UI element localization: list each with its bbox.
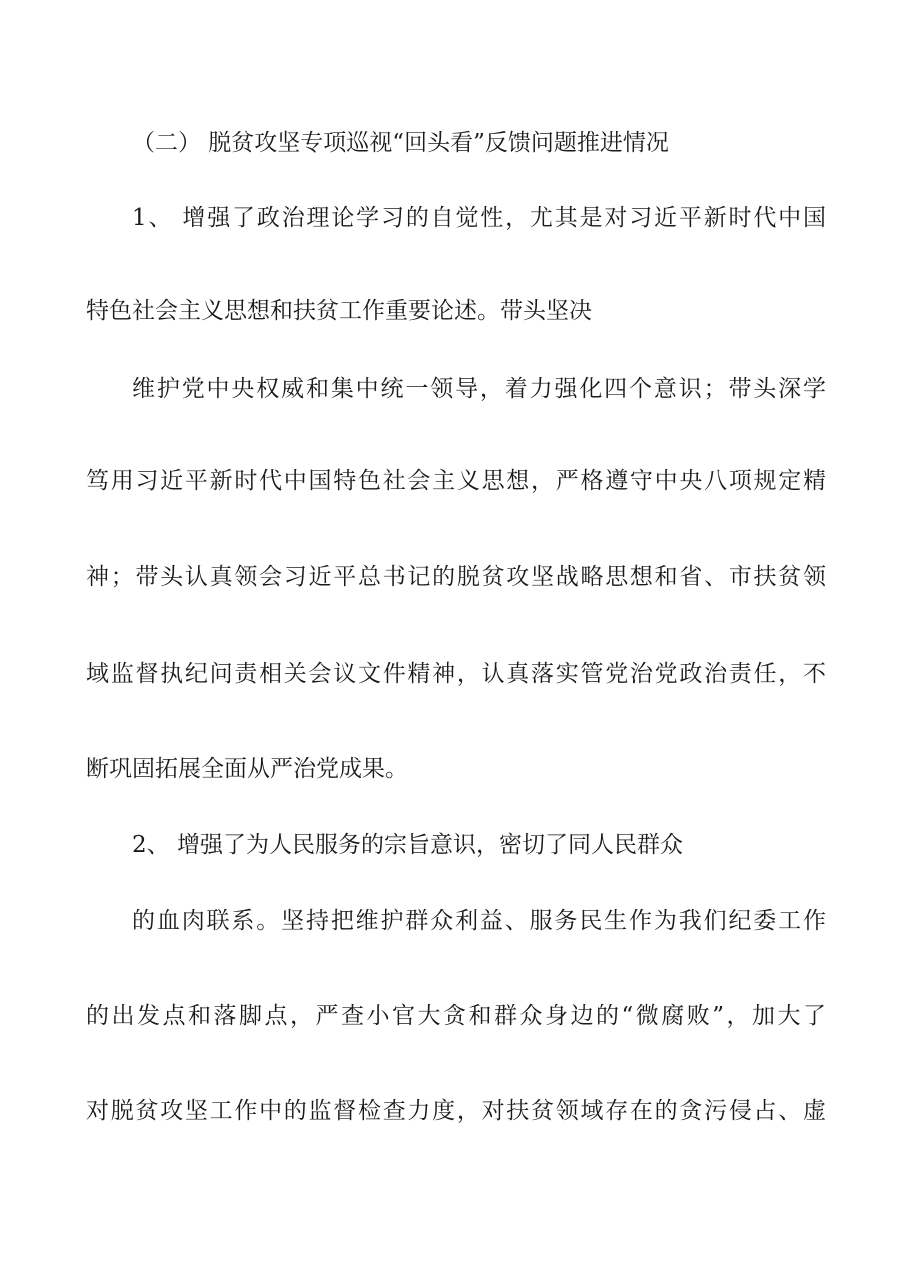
section-heading: （二） 脱贫攻坚专项巡视“回头看”反馈问题推进情况 — [132, 130, 669, 156]
paragraph-line: 对脱贫攻坚工作中的监督检查力度，对扶贫领域存在的贪污侵占、虚 — [86, 1098, 826, 1124]
paragraph-line: 的血肉联系。坚持把维护群众利益、服务民生作为我们纪委工作 — [132, 908, 826, 934]
paragraph-line: 维护党中央权威和集中统一领导，着力强化四个意识；带头深学 — [132, 376, 826, 402]
paragraph-line: 断巩固拓展全面从严治党成果。 — [86, 756, 408, 782]
paragraph-line: 特色社会主义思想和扶贫工作重要论述。带头坚决 — [86, 298, 592, 324]
paragraph-line: 1、 增强了政治理论学习的自觉性，尤其是对习近平新时代中国 — [132, 205, 826, 231]
paragraph-line: 神；带头认真领会习近平总书记的脱贫攻坚战略思想和省、市扶贫领 — [86, 564, 826, 590]
paragraph-line: 域监督执纪问责相关会议文件精神，认真落实管党治党政治责任，不 — [86, 661, 826, 687]
paragraph-line: 笃用习近平新时代中国特色社会主义思想，严格遵守中央八项规定精 — [86, 468, 826, 494]
paragraph-line: 的出发点和落脚点，严查小官大贪和群众身边的“微腐败”，加大了 — [86, 1003, 826, 1029]
paragraph-line: 2、 增强了为人民服务的宗旨意识，密切了同人民群众 — [132, 832, 683, 858]
